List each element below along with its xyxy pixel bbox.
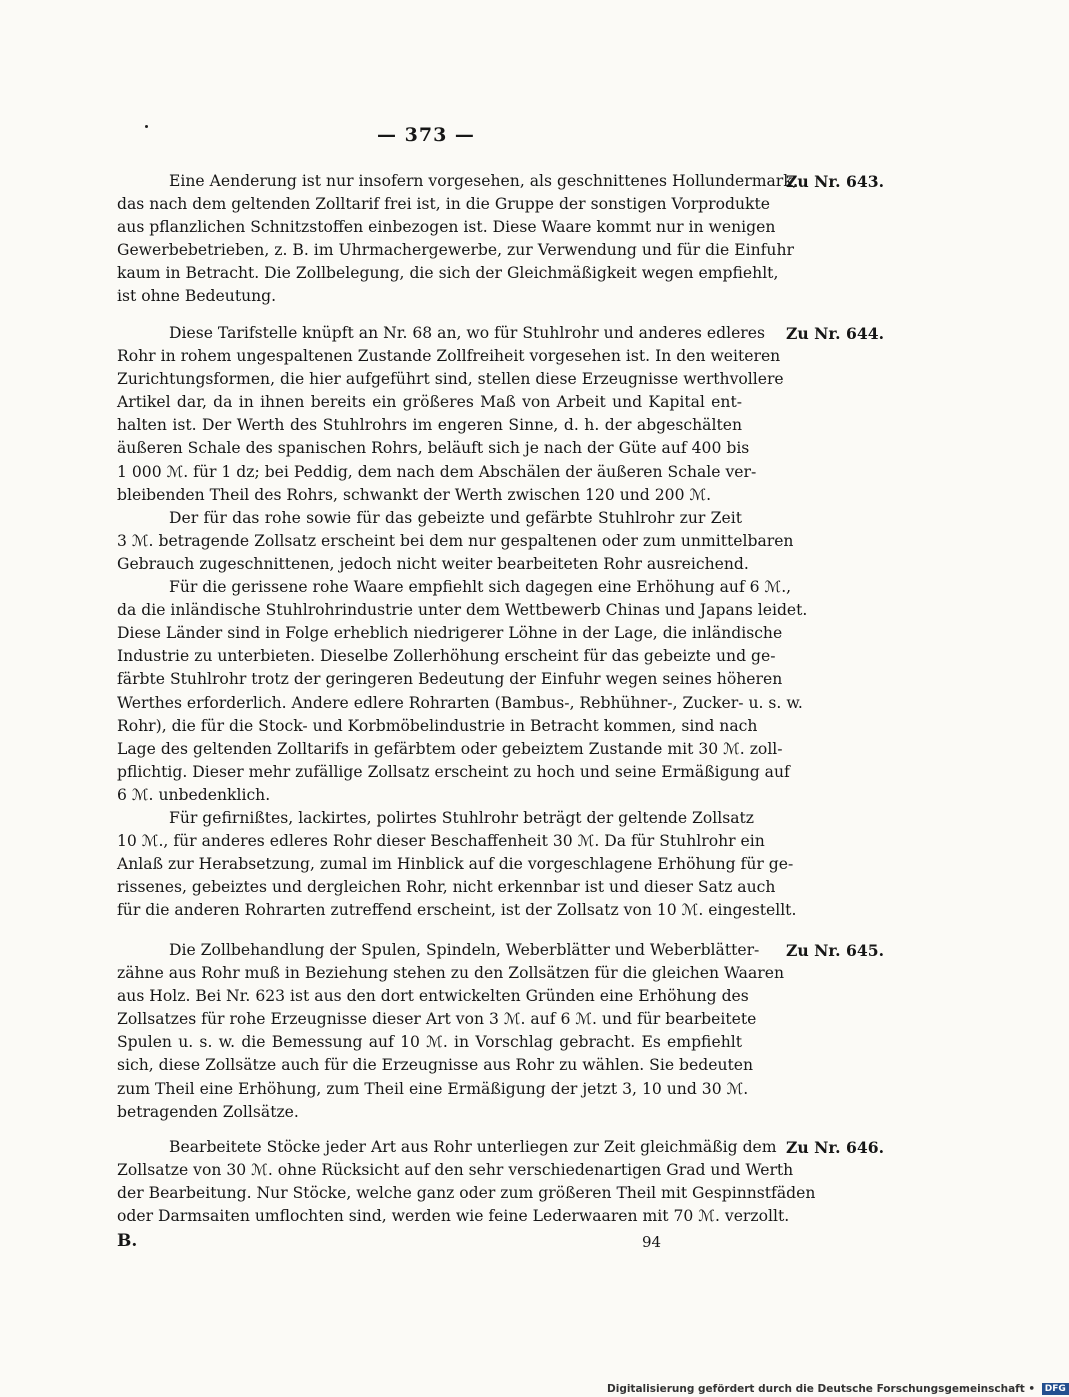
section-body — [117, 1136, 816, 1228]
marginal-reference: Zu Nr. 645. — [786, 941, 885, 960]
sheet-number: 94 — [642, 1233, 662, 1251]
text-line: 10 ℳ., für anderes edleres Rohr dieser Beschaffenheit 30 ℳ. Da für Stuhlrohr ein — [117, 832, 765, 851]
section-body — [117, 939, 785, 1124]
text-line: Artikel dar, da in ihnen bereits ein größeres Maß von Arbeit und Kapital ent- — [117, 393, 742, 412]
text-line: ist ohne Bedeutung. — [117, 287, 277, 306]
text-line: aus Holz. Bei Nr. 623 ist aus den dort entwickelten Gründen eine Erhöhung des — [117, 987, 749, 1006]
text-line: betragenden Zollsätze. — [117, 1102, 299, 1121]
text-line: für die anderen Rohrarten zutreffend erscheint, ist der Zollsatz von 10 ℳ. eingestellt. — [117, 901, 797, 920]
page-number: — 373 — — [377, 124, 475, 146]
paragraph — [117, 807, 797, 922]
paragraph — [117, 507, 794, 576]
text-line: Bearbeitete Stöcke jeder Art aus Rohr unterliegen zur Zeit gleichmäßig dem — [169, 1138, 777, 1156]
text-line: das nach dem geltenden Zolltarif frei ist, in die Gruppe der sonstigen Vorprodukte — [117, 195, 770, 214]
text-line: Zollsatze von 30 ℳ. ohne Rücksicht auf den sehr verschiedenartigen Grad und Werth — [117, 1161, 794, 1180]
text-line: Für die gerissene rohe Waare empfiehlt sich dagegen eine Erhöhung auf 6 ℳ., — [169, 578, 792, 597]
text-line: Der für das rohe sowie für das gebeizte und gefärbte Stuhlrohr zur Zeit — [169, 508, 742, 527]
text-line: Rohr), die für die Stock- und Korbmöbelindustrie in Betracht kommen, sind nach — [117, 716, 758, 735]
text-line: Gebrauch zugeschnittenen, jedoch nicht weiter bearbeiteten Rohr ausreichend. — [117, 554, 749, 573]
marginal-reference: Zu Nr. 644. — [786, 324, 885, 343]
banner-separator: • — [1028, 1383, 1039, 1395]
paragraph — [117, 170, 798, 309]
text-line: Für gefirnißtes, lackirtes, polirtes Stuhlrohr beträgt der geltende Zollsatz — [169, 808, 755, 827]
section — [117, 1136, 892, 1228]
banner-text: Digitalisierung gefördert durch die Deutsche Forschungsgemeinschaft — [607, 1383, 1025, 1395]
text-line: 3 ℳ. betragende Zollsatz erscheint bei dem nur gespaltenen oder zum unmittelbaren — [117, 531, 794, 550]
paragraph — [117, 322, 784, 507]
text-line: kaum in Betracht. Die Zollbelegung, die sich der Gleichmäßigkeit wegen empfiehlt, — [117, 264, 779, 283]
text-line: Eine Aenderung ist nur insofern vorgesehen, als geschnittenes Hollundermark, — [169, 172, 798, 190]
section — [117, 170, 892, 309]
text-line: zähne aus Rohr muß in Beziehung stehen zu den Zollsätzen für die gleichen Waaren — [117, 964, 785, 983]
text-line: Werthes erforderlich. Andere edlere Rohrarten (Bambus-, Rebhühner-, Zucker- u. s. w. — [117, 693, 803, 712]
section-body — [117, 322, 808, 922]
text-line: bleibenden Theil des Rohrs, schwankt der Werth zwischen 120 und 200 ℳ. — [117, 485, 712, 504]
section-body — [117, 170, 798, 309]
text-line: 1 000 ℳ. für 1 dz; bei Peddig, dem nach dem Abschälen der äußeren Schale ver- — [117, 462, 757, 481]
text-line: Die Zollbehandlung der Spulen, Spindeln, Weberblätter und Weberblätter- — [169, 941, 760, 959]
marginal-reference: Zu Nr. 643. — [786, 172, 885, 191]
dfg-logo: DFG — [1042, 1383, 1069, 1395]
section — [117, 322, 892, 922]
text-line: Anlaß zur Herabsetzung, zumal im Hinblick auf die vorgeschlagene Erhöhung für ge- — [117, 855, 794, 874]
marginal-reference: Zu Nr. 646. — [786, 1138, 885, 1157]
text-line: Rohr in rohem ungespaltenen Zustande Zollfreiheit vorgesehen ist. In den weiteren — [117, 347, 781, 366]
text-line: 6 ℳ. unbedenklich. — [117, 785, 271, 804]
text-line: aus pflanzlichen Schnitzstoffen einbezogen ist. Diese Waare kommt nur in wenigen — [117, 218, 776, 237]
text-line: Spulen u. s. w. die Bemessung auf 10 ℳ. in Vorschlag gebracht. Es empfiehlt — [117, 1033, 742, 1052]
paragraph — [117, 1136, 816, 1228]
text-line: Diese Tarifstelle knüpft an Nr. 68 an, wo für Stuhlrohr und anderes edleres — [169, 324, 765, 342]
text-line: pflichtig. Dieser mehr zufällige Zollsatz erscheint zu hoch und seine Ermäßigung auf — [117, 762, 790, 781]
text-line: halten ist. Der Werth des Stuhlrohrs im engeren Sinne, d. h. der abgeschälten — [117, 416, 742, 435]
text-line: Zurichtungsformen, die hier aufgeführt sind, stellen diese Erzeugnisse werthvollere — [117, 370, 784, 389]
text-line: rissenes, gebeiztes und dergleichen Rohr, nicht erkennbar ist und dieser Satz auch — [117, 878, 776, 897]
text-line: äußeren Schale des spanischen Rohrs, beläuft sich je nach der Güte auf 400 bis — [117, 439, 750, 458]
text-line: da die inländische Stuhlrohrindustrie unter dem Wettbewerb Chinas und Japans leidet. — [117, 601, 808, 620]
paragraph — [117, 939, 785, 1124]
text-line: zum Theil eine Erhöhung, zum Theil eine Ermäßigung der jetzt 3, 10 und 30 ℳ. — [117, 1079, 749, 1098]
text-line: Lage des geltenden Zolltarifs in gefärbtem oder gebeiztem Zustande mit 30 ℳ. zoll- — [117, 739, 783, 758]
digitization-banner — [607, 1382, 1066, 1396]
text-line: Gewerbebetrieben, z. B. im Uhrmachergewerbe, zur Verwendung und für die Einfuhr — [117, 241, 794, 260]
text-line: Industrie zu unterbieten. Dieselbe Zollerhöhung erscheint für das gebeizte und ge- — [117, 647, 776, 666]
paragraph — [117, 576, 808, 807]
text-line: färbte Stuhlrohr trotz der geringeren Bedeutung der Einfuhr wegen seines höheren — [117, 670, 783, 689]
text-line: Zollsatzes für rohe Erzeugnisse dieser Art von 3 ℳ. auf 6 ℳ. und für bearbeitete — [117, 1010, 757, 1029]
text-line: sich, diese Zollsätze auch für die Erzeugnisse aus Rohr zu wählen. Sie bedeuten — [117, 1056, 754, 1075]
text-line: der Bearbeitung. Nur Stöcke, welche ganz oder zum größeren Theil mit Gespinnstfäden — [117, 1184, 816, 1203]
section — [117, 939, 892, 1124]
text-line: oder Darmsaiten umflochten sind, werden wie feine Lederwaaren mit 70 ℳ. verzollt. — [117, 1207, 790, 1226]
signature-mark: B. — [117, 1231, 138, 1251]
text-line: Diese Länder sind in Folge erheblich niedrigerer Löhne in der Lage, die inländische — [117, 624, 783, 643]
